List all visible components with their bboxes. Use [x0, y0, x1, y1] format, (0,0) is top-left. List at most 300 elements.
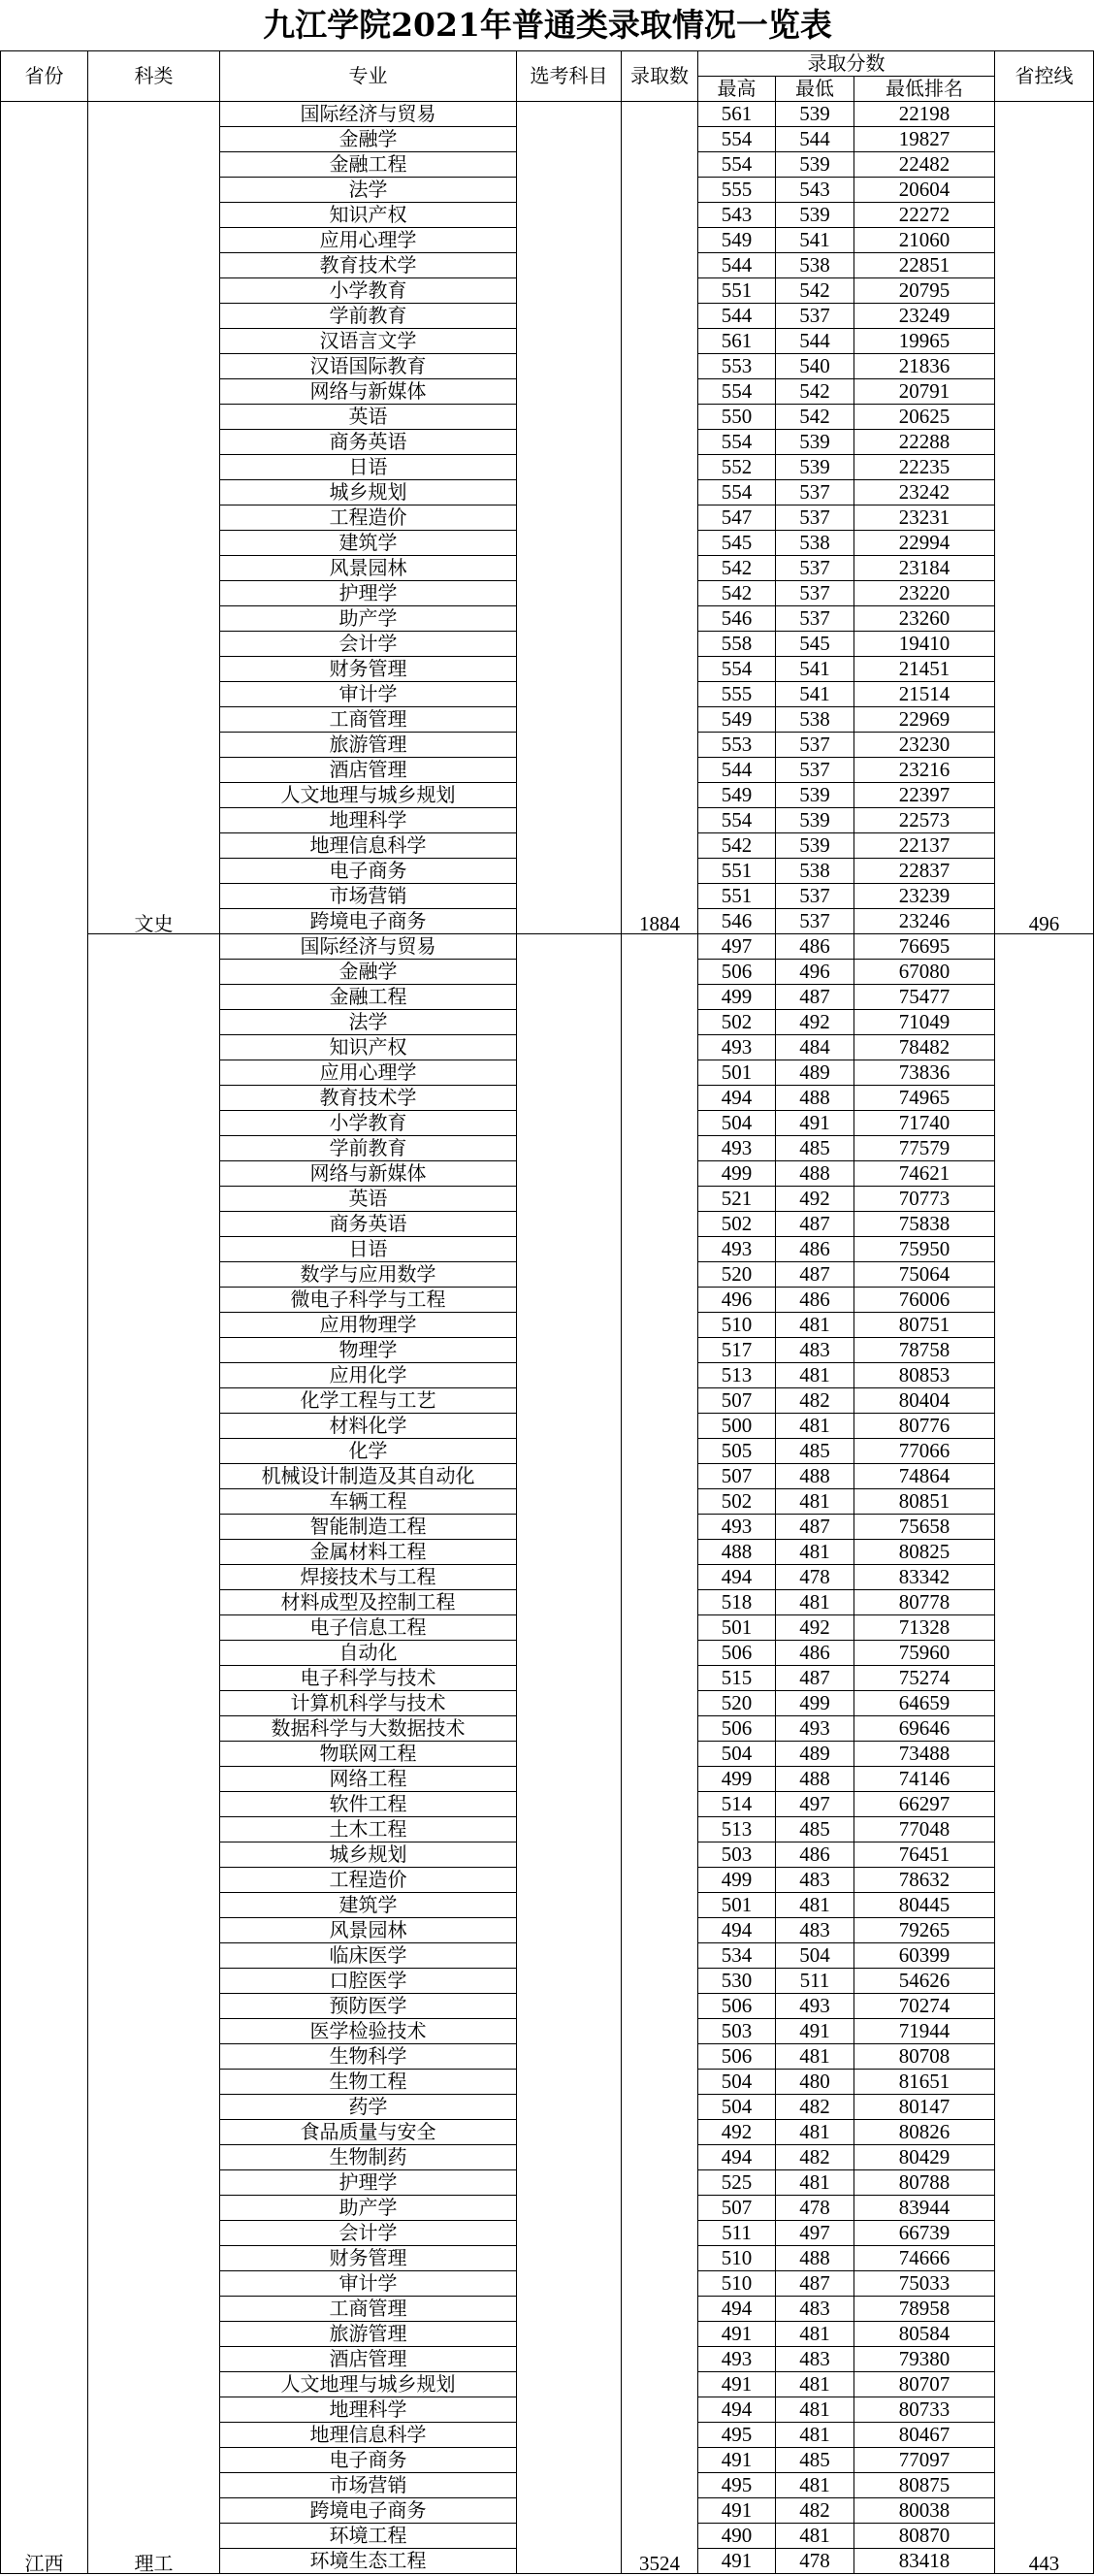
- cell-major: 土木工程: [220, 1817, 517, 1842]
- cell-major: 旅游管理: [220, 2322, 517, 2347]
- cell-max: 554: [698, 379, 776, 405]
- cell-min-rank: 19410: [854, 632, 995, 657]
- cell-min: 537: [776, 581, 854, 606]
- cell-max: 494: [698, 1918, 776, 1943]
- cell-max: 555: [698, 178, 776, 203]
- cell-min: 492: [776, 1010, 854, 1035]
- cell-max: 510: [698, 2246, 776, 2271]
- cell-min-rank: 81651: [854, 2070, 995, 2095]
- cell-max: 554: [698, 808, 776, 833]
- cell-min: 542: [776, 379, 854, 405]
- cell-max: 520: [698, 1691, 776, 1716]
- cell-max: 501: [698, 1615, 776, 1641]
- cell-max: 551: [698, 884, 776, 909]
- cell-major: 计算机科学与技术: [220, 1691, 517, 1716]
- cell-min-rank: 80147: [854, 2095, 995, 2120]
- cell-max: 494: [698, 1086, 776, 1111]
- cell-max: 552: [698, 455, 776, 480]
- cell-min-rank: 75477: [854, 985, 995, 1010]
- cell-min-rank: 75064: [854, 1262, 995, 1288]
- cell-major: 商务英语: [220, 430, 517, 455]
- cell-min: 481: [776, 2044, 854, 2070]
- cell-min: 478: [776, 2196, 854, 2221]
- cell-min: 487: [776, 1262, 854, 1288]
- cell-min: 538: [776, 253, 854, 278]
- cell-major: 车辆工程: [220, 1489, 517, 1515]
- cell-max: 544: [698, 304, 776, 329]
- cell-max: 521: [698, 1187, 776, 1212]
- cell-max: 530: [698, 1969, 776, 1994]
- cell-min: 537: [776, 304, 854, 329]
- cell-min: 537: [776, 505, 854, 531]
- table-row: [1, 934, 1094, 960]
- cell-major: 英语: [220, 405, 517, 430]
- cell-max: 546: [698, 909, 776, 934]
- cell-major: 物联网工程: [220, 1742, 517, 1767]
- cell-max: 534: [698, 1943, 776, 1969]
- cell-max: 542: [698, 581, 776, 606]
- cell-min-rank: 21514: [854, 682, 995, 707]
- cell-min-rank: 23260: [854, 606, 995, 632]
- cell-max: 549: [698, 707, 776, 733]
- cell-major: 风景园林: [220, 1918, 517, 1943]
- cell-min-rank: 80788: [854, 2170, 995, 2196]
- cell-max: 507: [698, 2196, 776, 2221]
- cell-major: 环境生态工程: [220, 2549, 517, 2574]
- cell-min-rank: 76451: [854, 1842, 995, 1868]
- cell-major: 电子信息工程: [220, 1615, 517, 1641]
- cell-major: 知识产权: [220, 203, 517, 228]
- cell-max: 553: [698, 354, 776, 379]
- cell-max: 491: [698, 2322, 776, 2347]
- cell-min: 486: [776, 1842, 854, 1868]
- header-min: 最低: [776, 77, 854, 102]
- cell-min: 538: [776, 859, 854, 884]
- cell-max: 506: [698, 1716, 776, 1742]
- cell-max: 544: [698, 253, 776, 278]
- cell-max: 497: [698, 934, 776, 960]
- cell-min: 539: [776, 203, 854, 228]
- cell-major: 工商管理: [220, 707, 517, 733]
- cell-min: 492: [776, 1615, 854, 1641]
- cell-min: 539: [776, 152, 854, 178]
- cell-min-rank: 80825: [854, 1540, 995, 1565]
- cell-min: 539: [776, 102, 854, 127]
- cell-max: 506: [698, 2044, 776, 2070]
- cell-major: 教育技术学: [220, 253, 517, 278]
- cell-min-rank: 80875: [854, 2473, 995, 2498]
- cell-major: 金融工程: [220, 985, 517, 1010]
- cell-min: 481: [776, 1414, 854, 1439]
- cell-min-rank: 83944: [854, 2196, 995, 2221]
- cell-major: 建筑学: [220, 1893, 517, 1918]
- cell-min: 488: [776, 2246, 854, 2271]
- cell-min: 481: [776, 2372, 854, 2397]
- cell-major: 金融工程: [220, 152, 517, 178]
- cell-min-rank: 64659: [854, 1691, 995, 1716]
- cell-major: 酒店管理: [220, 2347, 517, 2372]
- cell-major: 小学教育: [220, 278, 517, 304]
- cell-min-rank: 78482: [854, 1035, 995, 1060]
- cell-max: 551: [698, 859, 776, 884]
- cell-min-rank: 80826: [854, 2120, 995, 2145]
- cell-min-rank: 22482: [854, 152, 995, 178]
- cell-major: 国际经济与贸易: [220, 934, 517, 960]
- cell-min: 481: [776, 1893, 854, 1918]
- cell-major: 国际经济与贸易: [220, 102, 517, 127]
- cell-min-rank: 21451: [854, 657, 995, 682]
- cell-max: 504: [698, 2070, 776, 2095]
- cell-min: 478: [776, 2549, 854, 2574]
- cell-max: 507: [698, 1388, 776, 1414]
- cell-min: 481: [776, 2423, 854, 2448]
- cell-max: 510: [698, 2271, 776, 2297]
- cell-major: 教育技术学: [220, 1086, 517, 1111]
- cell-major: 护理学: [220, 2170, 517, 2196]
- cell-min-rank: 23220: [854, 581, 995, 606]
- cell-min-rank: 22994: [854, 531, 995, 556]
- cell-max: 493: [698, 2347, 776, 2372]
- cell-min: 544: [776, 329, 854, 354]
- cell-min: 481: [776, 2120, 854, 2145]
- cell-major: 生物科学: [220, 2044, 517, 2070]
- cell-min: 537: [776, 884, 854, 909]
- cell-min-rank: 80853: [854, 1363, 995, 1388]
- cell-major: 生物工程: [220, 2070, 517, 2095]
- cell-min-rank: 77066: [854, 1439, 995, 1464]
- cell-major: 人文地理与城乡规划: [220, 2372, 517, 2397]
- cell-major: 工商管理: [220, 2297, 517, 2322]
- cell-min: 511: [776, 1969, 854, 1994]
- cell-min-rank: 77048: [854, 1817, 995, 1842]
- cell-max: 494: [698, 1565, 776, 1590]
- cell-min-rank: 69646: [854, 1716, 995, 1742]
- table-header: [1, 51, 1094, 102]
- cell-min-rank: 19827: [854, 127, 995, 152]
- cell-max: 505: [698, 1439, 776, 1464]
- cell-max: 494: [698, 2297, 776, 2322]
- cell-min: 484: [776, 1035, 854, 1060]
- cell-control-line: 496: [995, 102, 1094, 934]
- cell-max: 506: [698, 1994, 776, 2019]
- cell-major: 跨境电子商务: [220, 2498, 517, 2524]
- cell-min-rank: 23231: [854, 505, 995, 531]
- cell-major: 法学: [220, 1010, 517, 1035]
- cell-major: 城乡规划: [220, 1842, 517, 1868]
- cell-max: 502: [698, 1010, 776, 1035]
- cell-max: 491: [698, 2448, 776, 2473]
- cell-min: 497: [776, 2221, 854, 2246]
- cell-category: 理工: [88, 934, 220, 2574]
- cell-min-rank: 75033: [854, 2271, 995, 2297]
- cell-max: 501: [698, 1893, 776, 1918]
- cell-major: 电子商务: [220, 2448, 517, 2473]
- cell-major: 日语: [220, 455, 517, 480]
- cell-min: 499: [776, 1691, 854, 1716]
- cell-min-rank: 73836: [854, 1060, 995, 1086]
- cell-min-rank: 80429: [854, 2145, 995, 2170]
- cell-max: 515: [698, 1666, 776, 1691]
- cell-major: 电子科学与技术: [220, 1666, 517, 1691]
- cell-major: 网络工程: [220, 1767, 517, 1792]
- cell-max: 542: [698, 556, 776, 581]
- cell-max: 549: [698, 228, 776, 253]
- cell-major: 口腔医学: [220, 1969, 517, 1994]
- cell-max: 554: [698, 657, 776, 682]
- cell-min-rank: 80404: [854, 1388, 995, 1414]
- cell-min: 539: [776, 455, 854, 480]
- cell-min: 493: [776, 1994, 854, 2019]
- cell-min-rank: 78958: [854, 2297, 995, 2322]
- cell-min: 496: [776, 960, 854, 985]
- cell-major: 金融学: [220, 127, 517, 152]
- cell-min: 481: [776, 1489, 854, 1515]
- cell-min-rank: 74146: [854, 1767, 995, 1792]
- cell-max: 545: [698, 531, 776, 556]
- cell-min-rank: 80778: [854, 1590, 995, 1615]
- cell-min: 538: [776, 531, 854, 556]
- cell-major: 地理科学: [220, 2397, 517, 2423]
- cell-max: 543: [698, 203, 776, 228]
- cell-min: 541: [776, 657, 854, 682]
- cell-max: 488: [698, 1540, 776, 1565]
- cell-min-rank: 80445: [854, 1893, 995, 1918]
- cell-major: 人文地理与城乡规划: [220, 783, 517, 808]
- cell-major: 工程造价: [220, 1868, 517, 1893]
- cell-major: 药学: [220, 2095, 517, 2120]
- cell-min: 489: [776, 1060, 854, 1086]
- cell-major: 商务英语: [220, 1212, 517, 1237]
- cell-max: 517: [698, 1338, 776, 1363]
- cell-major: 学前教育: [220, 304, 517, 329]
- cell-min: 482: [776, 1388, 854, 1414]
- cell-major: 汉语国际教育: [220, 354, 517, 379]
- cell-min-rank: 22573: [854, 808, 995, 833]
- cell-control-line: 443: [995, 934, 1094, 2574]
- cell-max: 504: [698, 1111, 776, 1136]
- cell-min-rank: 22969: [854, 707, 995, 733]
- cell-min-rank: 20795: [854, 278, 995, 304]
- header-admitted: 录取数: [622, 51, 698, 102]
- cell-max: 510: [698, 1313, 776, 1338]
- cell-min-rank: 22198: [854, 102, 995, 127]
- cell-max: 506: [698, 960, 776, 985]
- cell-min-rank: 22137: [854, 833, 995, 859]
- cell-min-rank: 78758: [854, 1338, 995, 1363]
- cell-max: 518: [698, 1590, 776, 1615]
- cell-min: 488: [776, 1086, 854, 1111]
- cell-min-rank: 70773: [854, 1187, 995, 1212]
- cell-max: 503: [698, 1842, 776, 1868]
- cell-min: 537: [776, 733, 854, 758]
- cell-max: 499: [698, 1161, 776, 1187]
- cell-min: 483: [776, 1868, 854, 1893]
- cell-min: 485: [776, 2448, 854, 2473]
- cell-major: 工程造价: [220, 505, 517, 531]
- cell-min-rank: 74965: [854, 1086, 995, 1111]
- cell-min: 538: [776, 707, 854, 733]
- cell-min: 537: [776, 758, 854, 783]
- cell-max: 494: [698, 2145, 776, 2170]
- cell-max: 499: [698, 1767, 776, 1792]
- cell-min: 493: [776, 1716, 854, 1742]
- cell-min: 488: [776, 1161, 854, 1187]
- cell-max: 553: [698, 733, 776, 758]
- cell-min-rank: 80584: [854, 2322, 995, 2347]
- cell-major: 跨境电子商务: [220, 909, 517, 934]
- cell-major: 会计学: [220, 2221, 517, 2246]
- cell-major: 自动化: [220, 1641, 517, 1666]
- cell-max: 504: [698, 1742, 776, 1767]
- cell-max: 490: [698, 2524, 776, 2549]
- cell-major: 审计学: [220, 2271, 517, 2297]
- cell-min: 481: [776, 2473, 854, 2498]
- cell-min: 537: [776, 480, 854, 505]
- cell-major: 英语: [220, 1187, 517, 1212]
- cell-max: 491: [698, 2498, 776, 2524]
- cell-min-rank: 21060: [854, 228, 995, 253]
- cell-max: 506: [698, 1641, 776, 1666]
- cell-min-rank: 71049: [854, 1010, 995, 1035]
- cell-min-rank: 75274: [854, 1666, 995, 1691]
- cell-min: 481: [776, 1590, 854, 1615]
- header-control-line: 省控线: [995, 51, 1094, 102]
- cell-max: 513: [698, 1363, 776, 1388]
- cell-min-rank: 19965: [854, 329, 995, 354]
- cell-min-rank: 80708: [854, 2044, 995, 2070]
- cell-min-rank: 23239: [854, 884, 995, 909]
- cell-min: 483: [776, 1338, 854, 1363]
- cell-min: 486: [776, 1641, 854, 1666]
- cell-min: 486: [776, 1288, 854, 1313]
- cell-min-rank: 80733: [854, 2397, 995, 2423]
- cell-min-rank: 23184: [854, 556, 995, 581]
- cell-min-rank: 83418: [854, 2549, 995, 2574]
- cell-min: 485: [776, 1439, 854, 1464]
- cell-max: 495: [698, 2423, 776, 2448]
- cell-major: 预防医学: [220, 1994, 517, 2019]
- cell-major: 风景园林: [220, 556, 517, 581]
- cell-min: 481: [776, 1540, 854, 1565]
- cell-min: 486: [776, 1237, 854, 1262]
- cell-major: 会计学: [220, 632, 517, 657]
- cell-major: 地理科学: [220, 808, 517, 833]
- cell-min-rank: 22851: [854, 253, 995, 278]
- cell-min: 487: [776, 1212, 854, 1237]
- cell-min-rank: 67080: [854, 960, 995, 985]
- header-category: 科类: [88, 51, 220, 102]
- cell-min-rank: 80776: [854, 1414, 995, 1439]
- cell-min-rank: 77579: [854, 1136, 995, 1161]
- header-subjects: 选考科目: [517, 51, 622, 102]
- cell-major: 网络与新媒体: [220, 1161, 517, 1187]
- cell-min-rank: 22288: [854, 430, 995, 455]
- cell-min: 485: [776, 1817, 854, 1842]
- cell-min: 504: [776, 1943, 854, 1969]
- cell-min-rank: 73488: [854, 1742, 995, 1767]
- cell-max: 493: [698, 1035, 776, 1060]
- cell-major: 生物制药: [220, 2145, 517, 2170]
- cell-max: 501: [698, 1060, 776, 1086]
- cell-min: 489: [776, 1742, 854, 1767]
- cell-min: 539: [776, 430, 854, 455]
- cell-major: 焊接技术与工程: [220, 1565, 517, 1590]
- cell-min-rank: 22837: [854, 859, 995, 884]
- cell-max: 549: [698, 783, 776, 808]
- admission-table: [0, 50, 1094, 2574]
- cell-min-rank: 71328: [854, 1615, 995, 1641]
- cell-min: 541: [776, 682, 854, 707]
- cell-min: 542: [776, 278, 854, 304]
- cell-min-rank: 74666: [854, 2246, 995, 2271]
- cell-max: 503: [698, 2019, 776, 2044]
- cell-major: 市场营销: [220, 884, 517, 909]
- cell-min: 541: [776, 228, 854, 253]
- cell-min-rank: 75960: [854, 1641, 995, 1666]
- cell-min: 492: [776, 1187, 854, 1212]
- cell-province: 江西: [1, 102, 88, 2574]
- cell-min-rank: 80851: [854, 1489, 995, 1515]
- cell-major: 护理学: [220, 581, 517, 606]
- cell-min: 483: [776, 2297, 854, 2322]
- cell-major: 汉语言文学: [220, 329, 517, 354]
- cell-min-rank: 20604: [854, 178, 995, 203]
- cell-max: 496: [698, 1288, 776, 1313]
- cell-min: 487: [776, 1515, 854, 1540]
- cell-major: 环境工程: [220, 2524, 517, 2549]
- cell-min-rank: 21836: [854, 354, 995, 379]
- cell-min: 491: [776, 1111, 854, 1136]
- cell-max: 507: [698, 1464, 776, 1489]
- cell-max: 492: [698, 2120, 776, 2145]
- cell-max: 491: [698, 2372, 776, 2397]
- cell-major: 食品质量与安全: [220, 2120, 517, 2145]
- cell-major: 地理信息科学: [220, 2423, 517, 2448]
- cell-min-rank: 79380: [854, 2347, 995, 2372]
- cell-min: 543: [776, 178, 854, 203]
- cell-major: 法学: [220, 178, 517, 203]
- header-scores-group: 录取分数: [698, 51, 995, 77]
- cell-min-rank: 74864: [854, 1464, 995, 1489]
- cell-subjects: [517, 102, 622, 934]
- cell-min: 485: [776, 1136, 854, 1161]
- cell-min-rank: 83342: [854, 1565, 995, 1590]
- cell-min: 481: [776, 1313, 854, 1338]
- cell-min-rank: 79265: [854, 1918, 995, 1943]
- cell-major: 财务管理: [220, 657, 517, 682]
- cell-min: 539: [776, 783, 854, 808]
- cell-min-rank: 70274: [854, 1994, 995, 2019]
- cell-min: 482: [776, 2498, 854, 2524]
- cell-min-rank: 78632: [854, 1868, 995, 1893]
- cell-min-rank: 76695: [854, 934, 995, 960]
- table-body: [1, 102, 1094, 2574]
- cell-min-rank: 77097: [854, 2448, 995, 2473]
- cell-min: 481: [776, 2170, 854, 2196]
- cell-max: 502: [698, 1489, 776, 1515]
- cell-min: 537: [776, 556, 854, 581]
- cell-min: 482: [776, 2095, 854, 2120]
- cell-max: 554: [698, 480, 776, 505]
- cell-min: 544: [776, 127, 854, 152]
- cell-major: 电子商务: [220, 859, 517, 884]
- cell-major: 助产学: [220, 606, 517, 632]
- cell-max: 546: [698, 606, 776, 632]
- cell-major: 酒店管理: [220, 758, 517, 783]
- cell-max: 504: [698, 2095, 776, 2120]
- cell-min: 480: [776, 2070, 854, 2095]
- cell-admitted: 3524: [622, 934, 698, 2574]
